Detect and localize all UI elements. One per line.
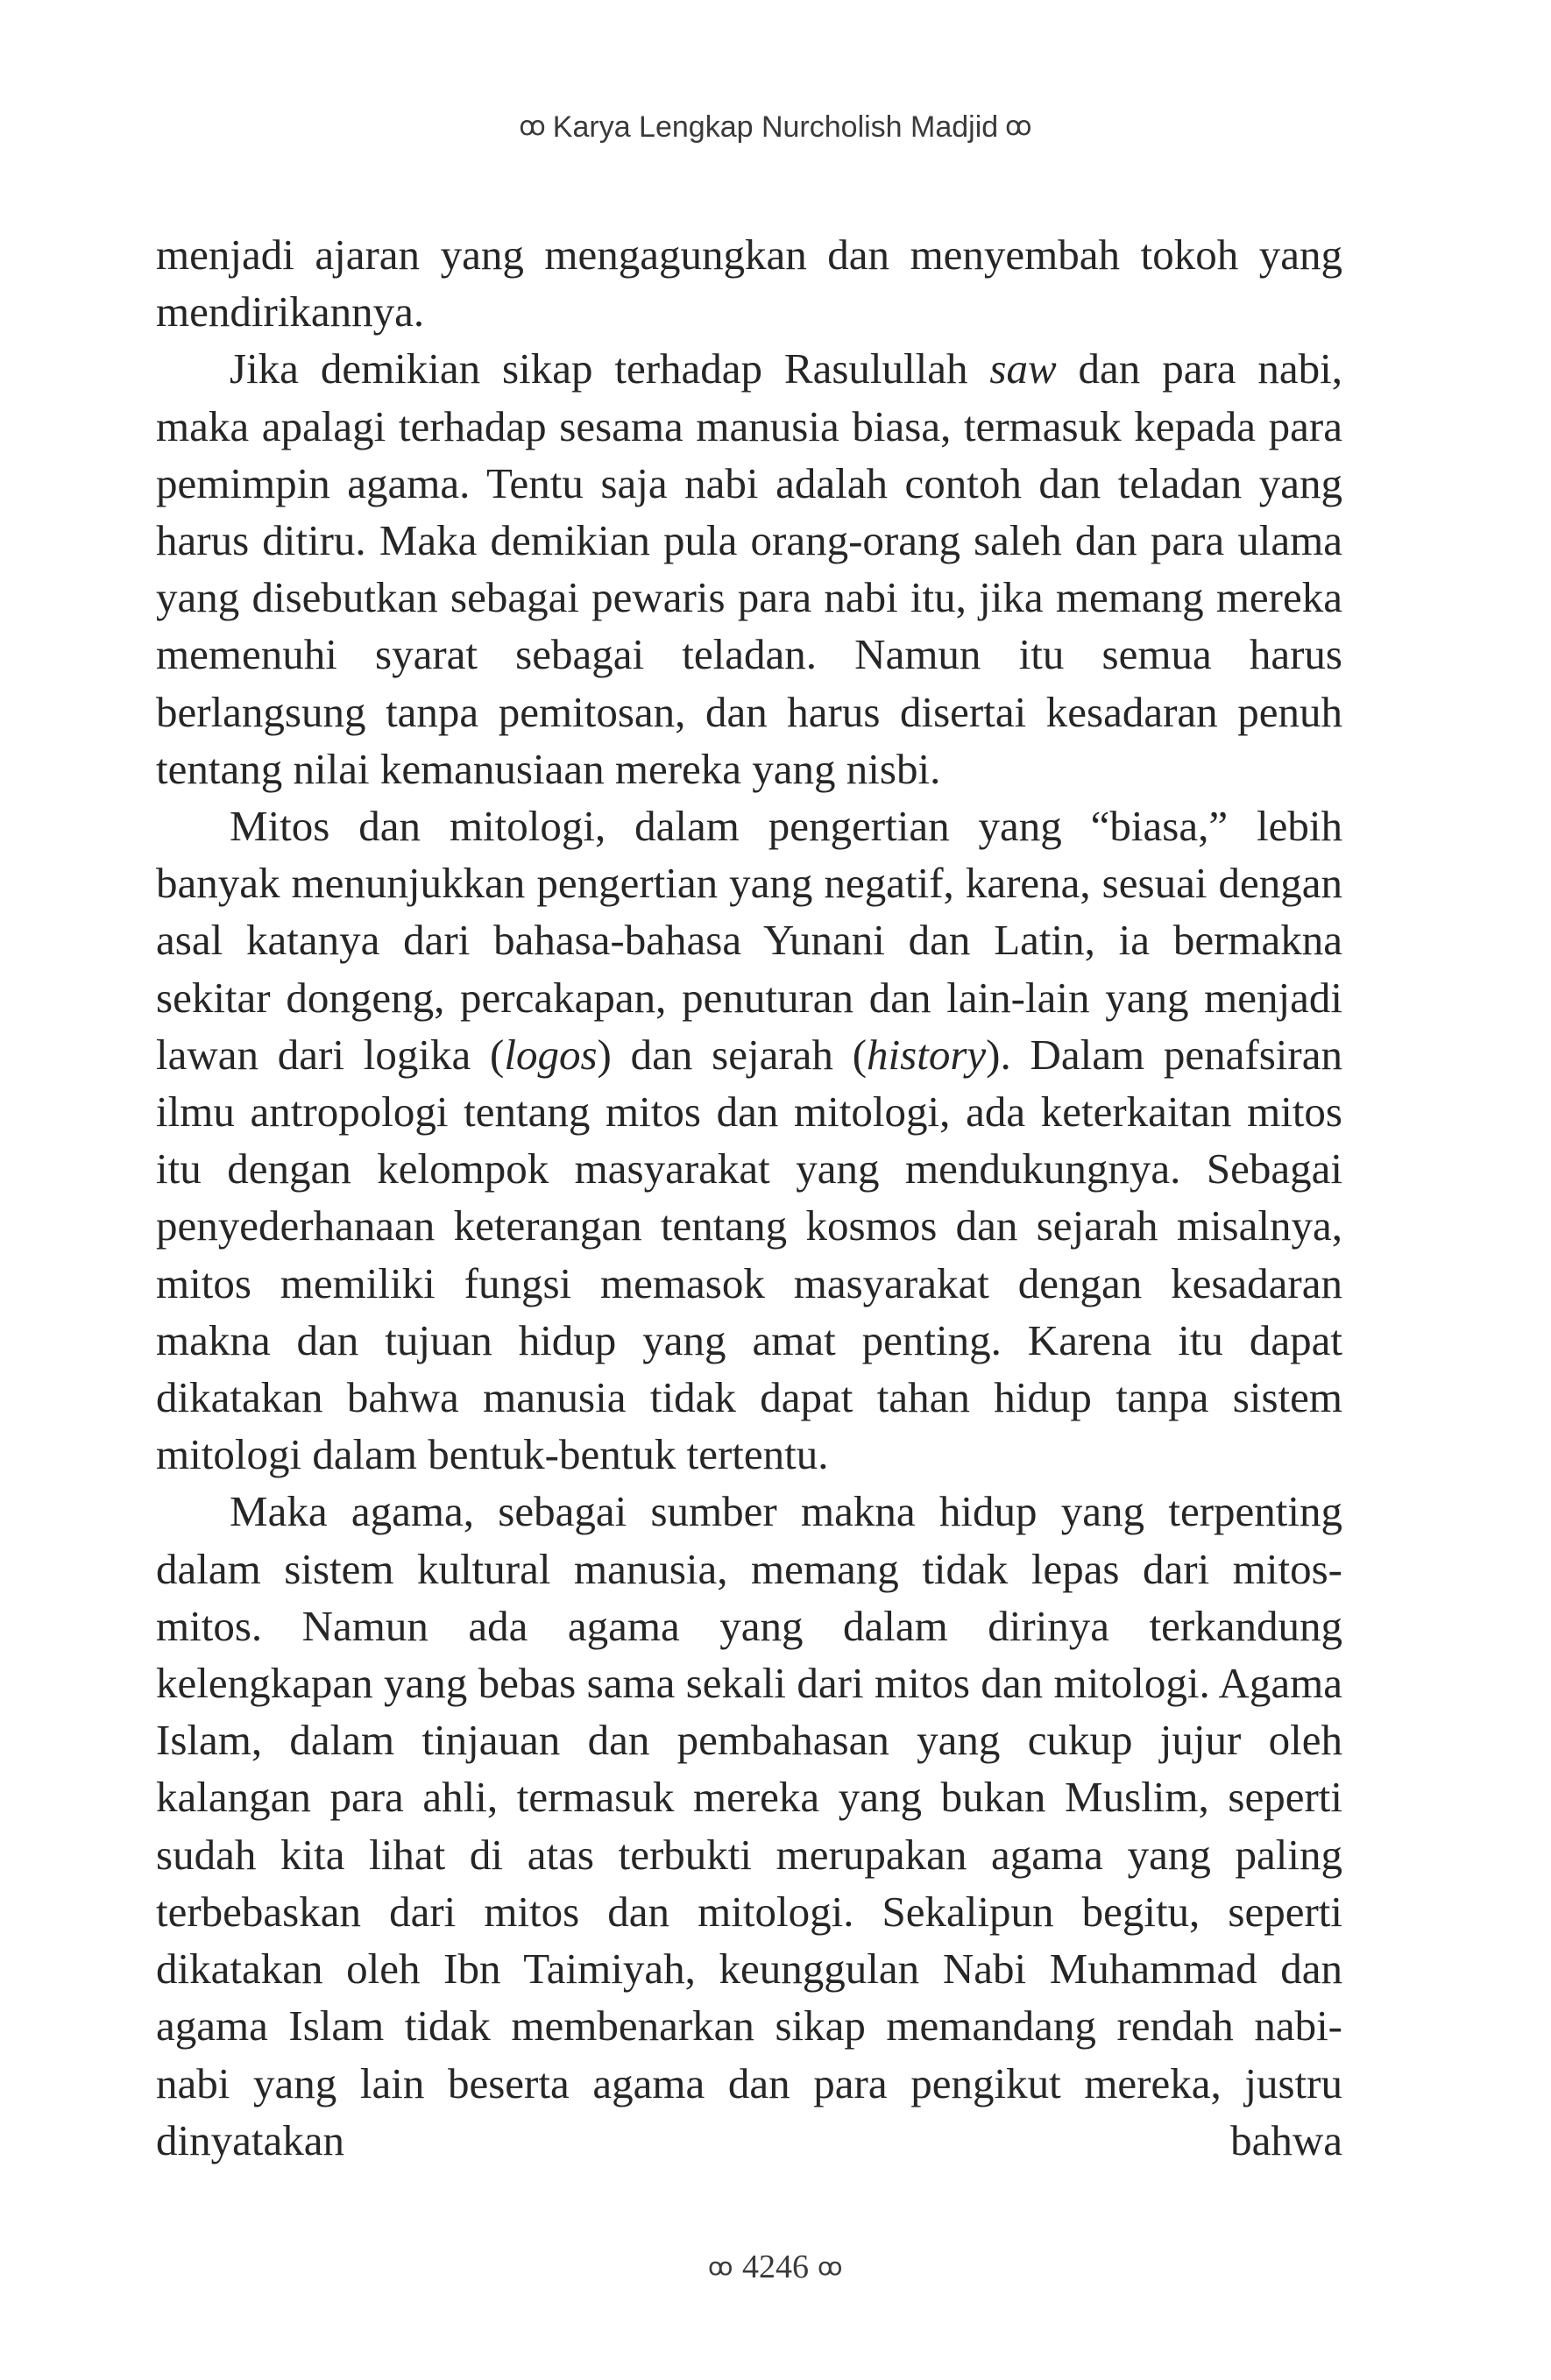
page-footer [0,2250,1551,2284]
paragraph [156,340,1342,797]
running-header-title: Karya Lengkap Nurcholish Madjid [552,110,999,144]
text-run: ). Dalam penafsiran ilmu antropologi tentang mitos dan mitologi, ada keterkaitan mitos itu dengan kelompok masyarakat yang mendukungnya. Sebagai penyederhanaan keterangan tentang kosmos dan sejarah misalnya, mitos memiliki fungsi memasok masyarakat dengan kesadaran makna dan tujuan hidup yang amat penting. Karena itu dapat dikatakan bahwa manusia tidak dapat tahan hidup tanpa sistem mitologi dalam bentuk-bentuk tertentu. [156,1030,1342,1479]
text-run: dan para nabi, maka apalagi terhadap sesama manusia biasa, termasuk kepada para pemimpin agama. Tentu saja nabi adalah contoh dan teladan yang harus ditiru. Maka demikian pula orang-orang saleh dan para ulama yang disebutkan sebagai pewaris para nabi itu, jika memang mereka memenuhi syarat sebagai teladan. Namun itu semua harus berlangsung tanpa pemitosan, dan harus disertai kesadaran penuh tentang nilai kemanusiaan mereka yang nisbi. [156,344,1343,793]
body-text [156,226,1342,2169]
italic-term: saw [989,344,1057,393]
text-run: Jika demikian sikap terhadap Rasulullah [230,344,990,393]
floral-swash-icon: ꝏ [818,2252,843,2281]
italic-term: logos [504,1030,598,1079]
paragraph [156,797,1342,1483]
text-run: menjadi ajaran yang mengagungkan dan menyembah tokoh yang mendirikannya. [156,230,1342,336]
text-run: Mitos dan mitologi, dalam pengertian yang “biasa,” lebih banyak menunjukkan pengertian yang negatif, karena, sesuai dengan asal katanya dari bahasa-bahasa Yunani dan Latin, ia bermakna sekitar dongeng, percakapan, penuturan dan lain-lain yang menjadi lawan dari logika ( [156,802,1342,1079]
text-run: ) dan sejarah ( [597,1030,868,1079]
text-run: Maka agama, sebagai sumber makna hidup yang terpenting dalam sistem kultural manusia, memang tidak lepas dari mitos-mitos. Namun ada agama yang dalam dirinya terkandung kelengkapan yang bebas sama sekali dari mitos dan mitologi. Agama Islam, dalam tinjauan dan pembahasan yang cukup jujur oleh kalangan para ahli, termasuk mereka yang bukan Muslim, seperti sudah kita lihat di atas terbukti merupakan agama yang paling terbebaskan dari mitos dan mitologi. Sekalipun begitu, seperti dikatakan oleh Ibn Taimiyah, keunggulan Nabi Muhammad dan agama Islam tidak membenarkan sikap memandang rendah nabi-nabi yang lain beserta agama dan para pengikut mereka, justru dinyatakan bahwa [156,1487,1342,2164]
floral-swash-icon: ꝏ [1005,111,1032,142]
paragraph [156,226,1342,340]
paragraph [156,1483,1342,2168]
italic-term: history [867,1030,987,1079]
floral-swash-icon: ꝏ [519,111,546,142]
running-header [0,112,1551,142]
floral-swash-icon: ꝏ [708,2252,733,2281]
page-number: 4246 [742,2249,809,2285]
